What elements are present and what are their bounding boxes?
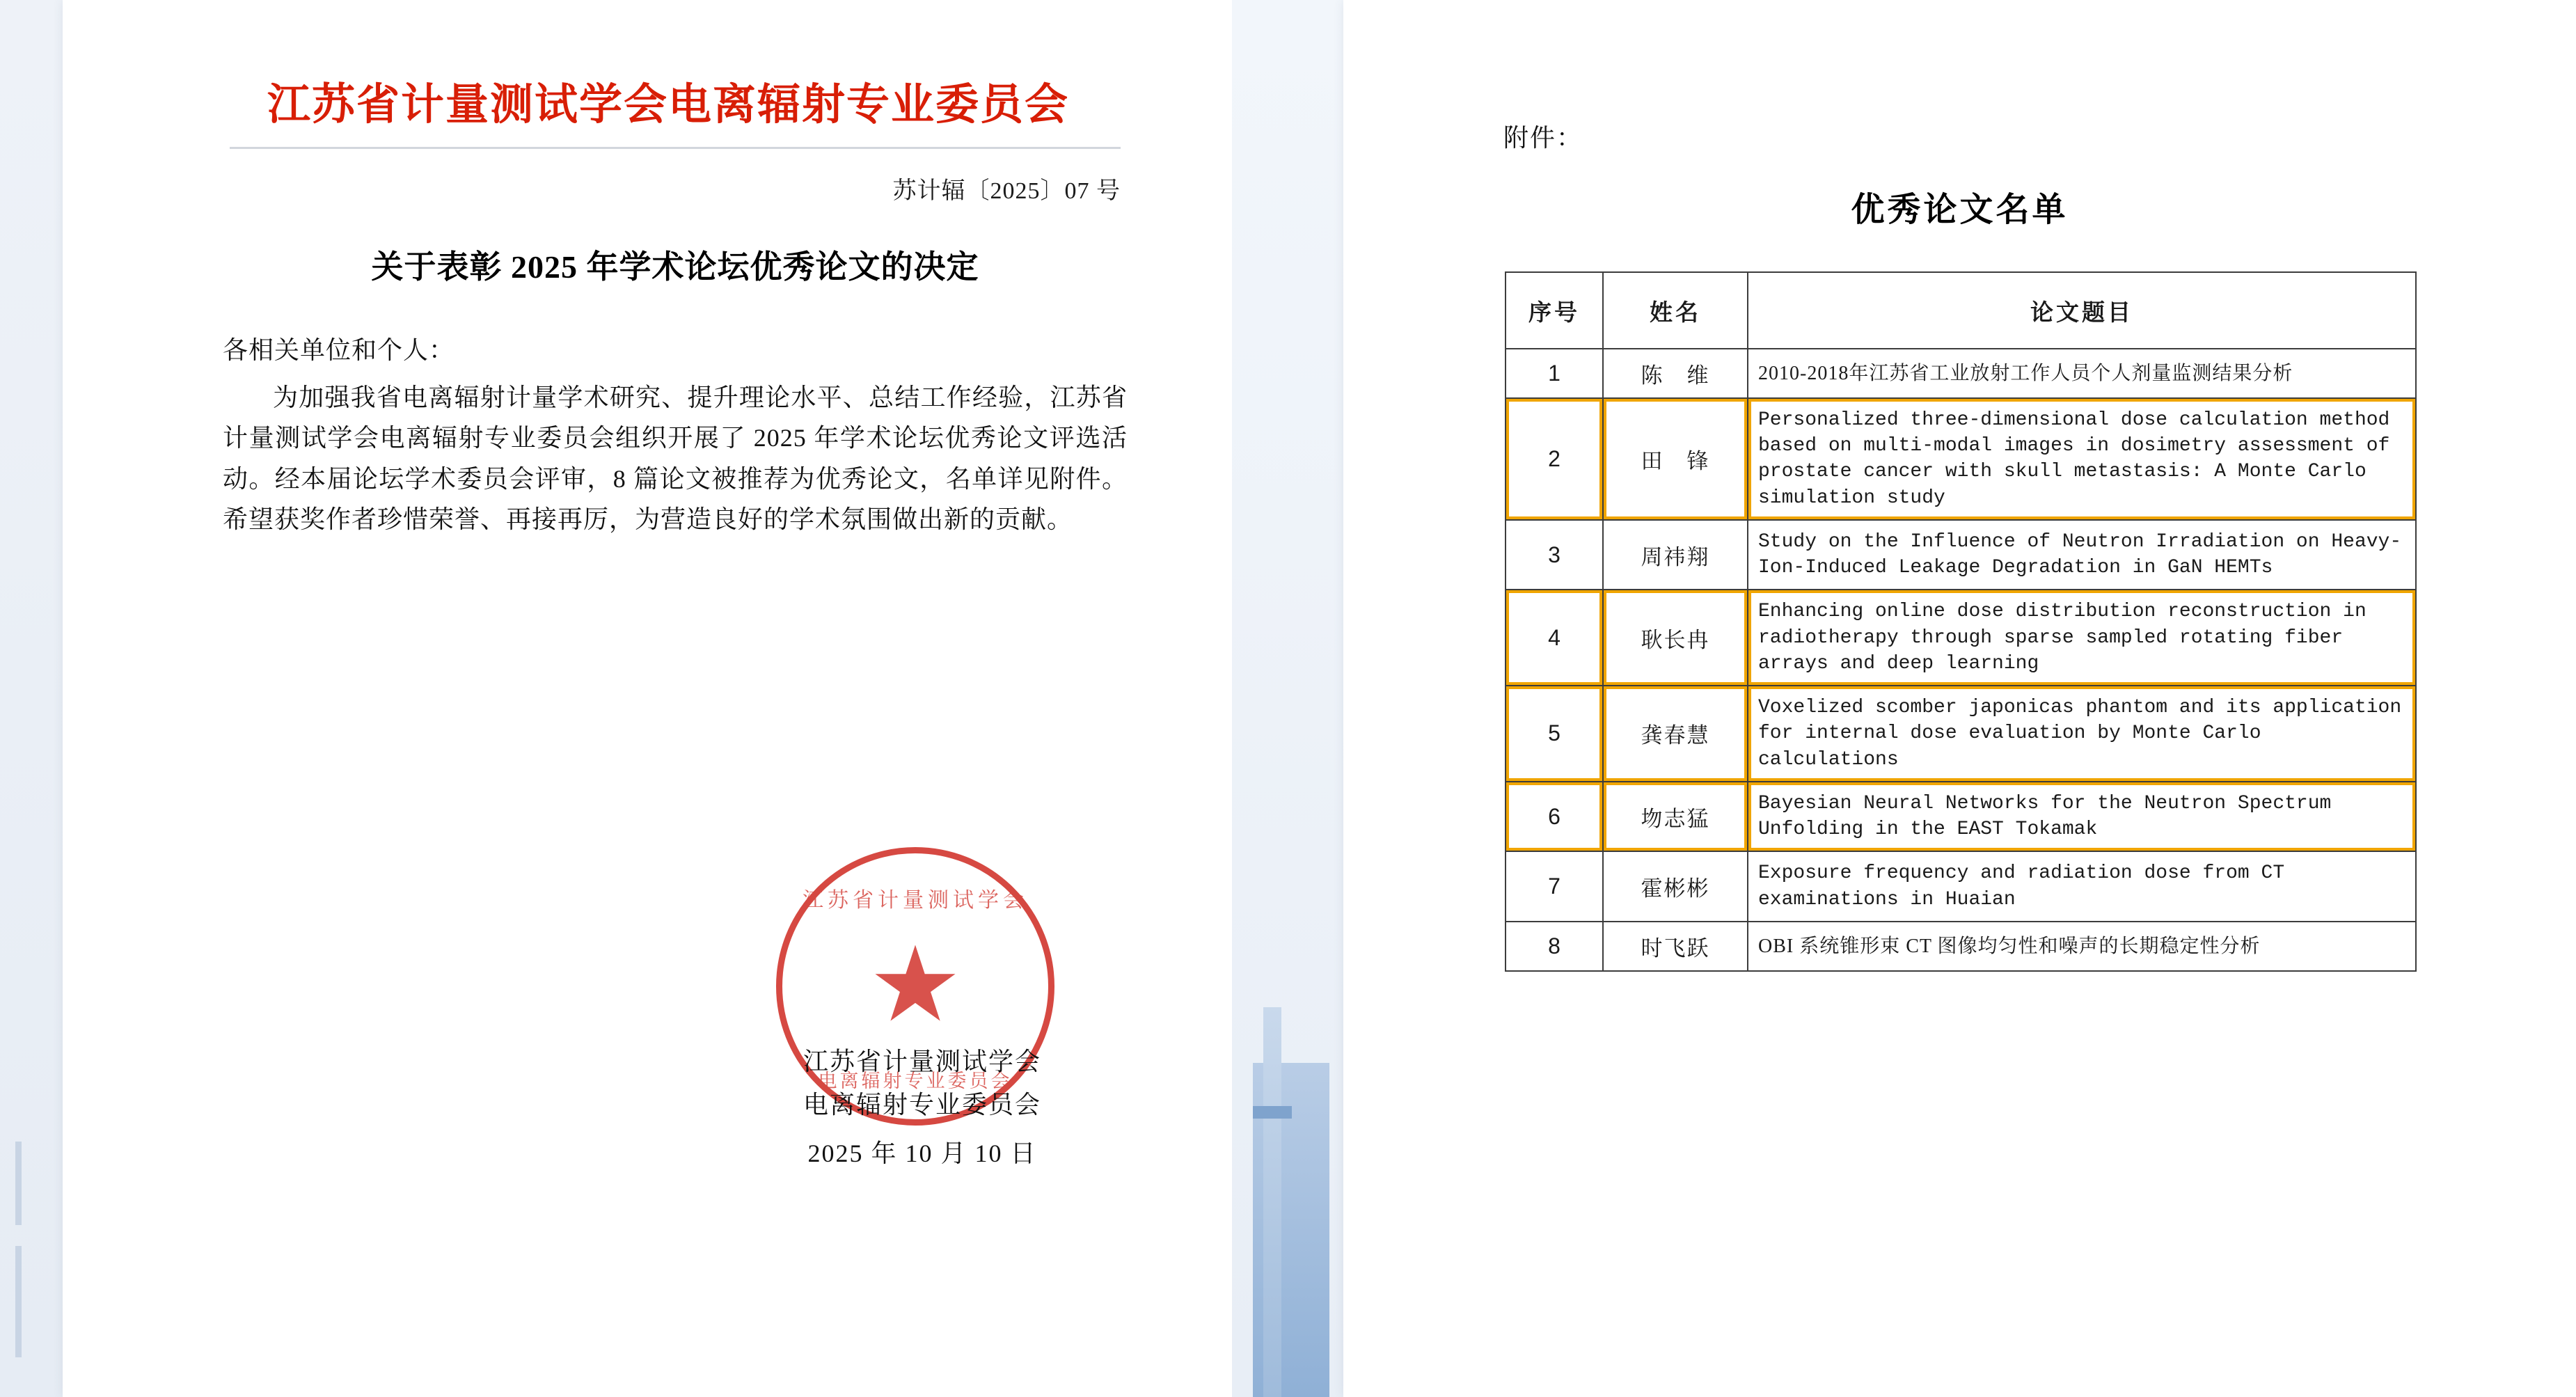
cell-author-name: 霍彬彬 bbox=[1603, 851, 1748, 921]
cell-index: 4 bbox=[1506, 590, 1603, 686]
signer-organization-line2: 电离辐射专业委员会 bbox=[803, 1091, 1041, 1119]
cell-author-name: 田 锋 bbox=[1603, 398, 1748, 520]
cell-paper-title: Enhancing online dose distribution reconstruction in radiotherapy through sparse sampled rotating fiber arrays and deep learning bbox=[1748, 590, 2416, 686]
background-shape-notch bbox=[1253, 1106, 1292, 1119]
left-edge-marker-bottom bbox=[15, 1246, 22, 1357]
cell-index: 3 bbox=[1506, 520, 1603, 590]
seal-top-text: 江苏省计量测试学会 bbox=[803, 889, 1028, 912]
signer-organization-line1: 江苏省计量测试学会 bbox=[803, 1048, 1041, 1075]
cell-paper-title: Exposure frequency and radiation dose from CT examinations in Huaian bbox=[1748, 851, 2416, 921]
table-row bbox=[1506, 922, 2416, 971]
cell-index: 8 bbox=[1506, 922, 1603, 971]
cell-index: 2 bbox=[1506, 398, 1603, 520]
table-row bbox=[1506, 398, 2416, 520]
table-row bbox=[1506, 686, 2416, 782]
cell-author-name: 龚春慧 bbox=[1603, 686, 1748, 782]
column-header-title: 论文题目 bbox=[1748, 272, 2416, 349]
papers-table bbox=[1505, 271, 2417, 972]
cell-paper-title: Study on the Influence of Neutron Irradiation on Heavy-Ion-Induced Leakage Degradation in GaN HEMTs bbox=[1748, 520, 2416, 590]
cell-paper-title: 2010-2018年江苏省工业放射工作人员个人剂量监测结果分析 bbox=[1748, 349, 2416, 398]
cell-author-name: 圽志猛 bbox=[1603, 782, 1748, 851]
cell-index: 1 bbox=[1506, 349, 1603, 398]
cell-paper-title: Bayesian Neural Networks for the Neutron Spectrum Unfolding in the EAST Tokamak bbox=[1748, 782, 2416, 851]
table-row bbox=[1506, 520, 2416, 590]
seal-bottom-text: 电离辐射专业委员会 bbox=[818, 1071, 1013, 1091]
cell-paper-title: Voxelized scomber japonicas phantom and its application for internal dose evaluation by Monte Carlo calculations bbox=[1748, 686, 2416, 782]
table-row bbox=[1506, 349, 2416, 398]
official-seal-icon bbox=[776, 847, 1054, 1126]
left-edge-marker-top bbox=[15, 1142, 22, 1225]
cell-author-name: 周祎翔 bbox=[1603, 520, 1748, 590]
table-header-row bbox=[1506, 272, 2416, 349]
background-shape-spire bbox=[1263, 1007, 1281, 1397]
cell-index: 5 bbox=[1506, 686, 1603, 782]
signature-date: 2025 年 10 月 10 日 bbox=[807, 1139, 1037, 1167]
right-document-page bbox=[1343, 0, 2576, 1397]
left-document-page bbox=[63, 0, 1232, 1397]
cell-author-name: 时飞跃 bbox=[1603, 922, 1748, 971]
document-number: 苏计辐〔2025〕07 号 bbox=[892, 178, 1121, 204]
table-row bbox=[1506, 851, 2416, 921]
signature-block bbox=[734, 833, 1110, 1195]
attachment-label: 附件： bbox=[1503, 124, 1583, 152]
cell-paper-title: Personalized three-dimensional dose calculation method based on multi-modal images in dosimetry assessment of prostate cancer with skull metastasis: A Monte Carlo simulation study bbox=[1748, 398, 2416, 520]
column-header-name: 姓名 bbox=[1603, 272, 1748, 349]
table-row bbox=[1506, 590, 2416, 686]
cell-author-name: 陈 维 bbox=[1603, 349, 1748, 398]
cell-index: 7 bbox=[1506, 851, 1603, 921]
column-header-index: 序号 bbox=[1506, 272, 1603, 349]
body-paragraph: 为加强我省电离辐射计量学术研究、提升理论水平、总结工作经验，江苏省计量测试学会电离辐射专业委员会组织开展了 2025 年学术论坛优秀论文评选活动。经本届论坛学术委员会评审，8 篇论文被推荐为优秀论文，名单详见附件。希望获奖作者珍惜荣誉、再接再厉，为营造良好的学术氛围做出新的贡献。 bbox=[223, 384, 1128, 533]
cell-index: 6 bbox=[1506, 782, 1603, 851]
table-row bbox=[1506, 782, 2416, 851]
cell-paper-title: OBI 系统锥形束 CT 图像均匀性和噪声的长期稳定性分析 bbox=[1748, 922, 2416, 971]
cell-author-name: 耿长冉 bbox=[1603, 590, 1748, 686]
header-divider bbox=[230, 147, 1121, 149]
salutation: 各相关单位和个人： bbox=[223, 336, 455, 364]
list-title: 优秀论文名单 bbox=[1851, 191, 2069, 228]
organization-header: 江苏省计量测试学会电离辐射专业委员会 bbox=[267, 81, 1069, 129]
seal-star-icon: ★ bbox=[868, 926, 963, 1043]
page-title: 关于表彰 2025 年学术论坛优秀论文的决定 bbox=[371, 249, 979, 285]
